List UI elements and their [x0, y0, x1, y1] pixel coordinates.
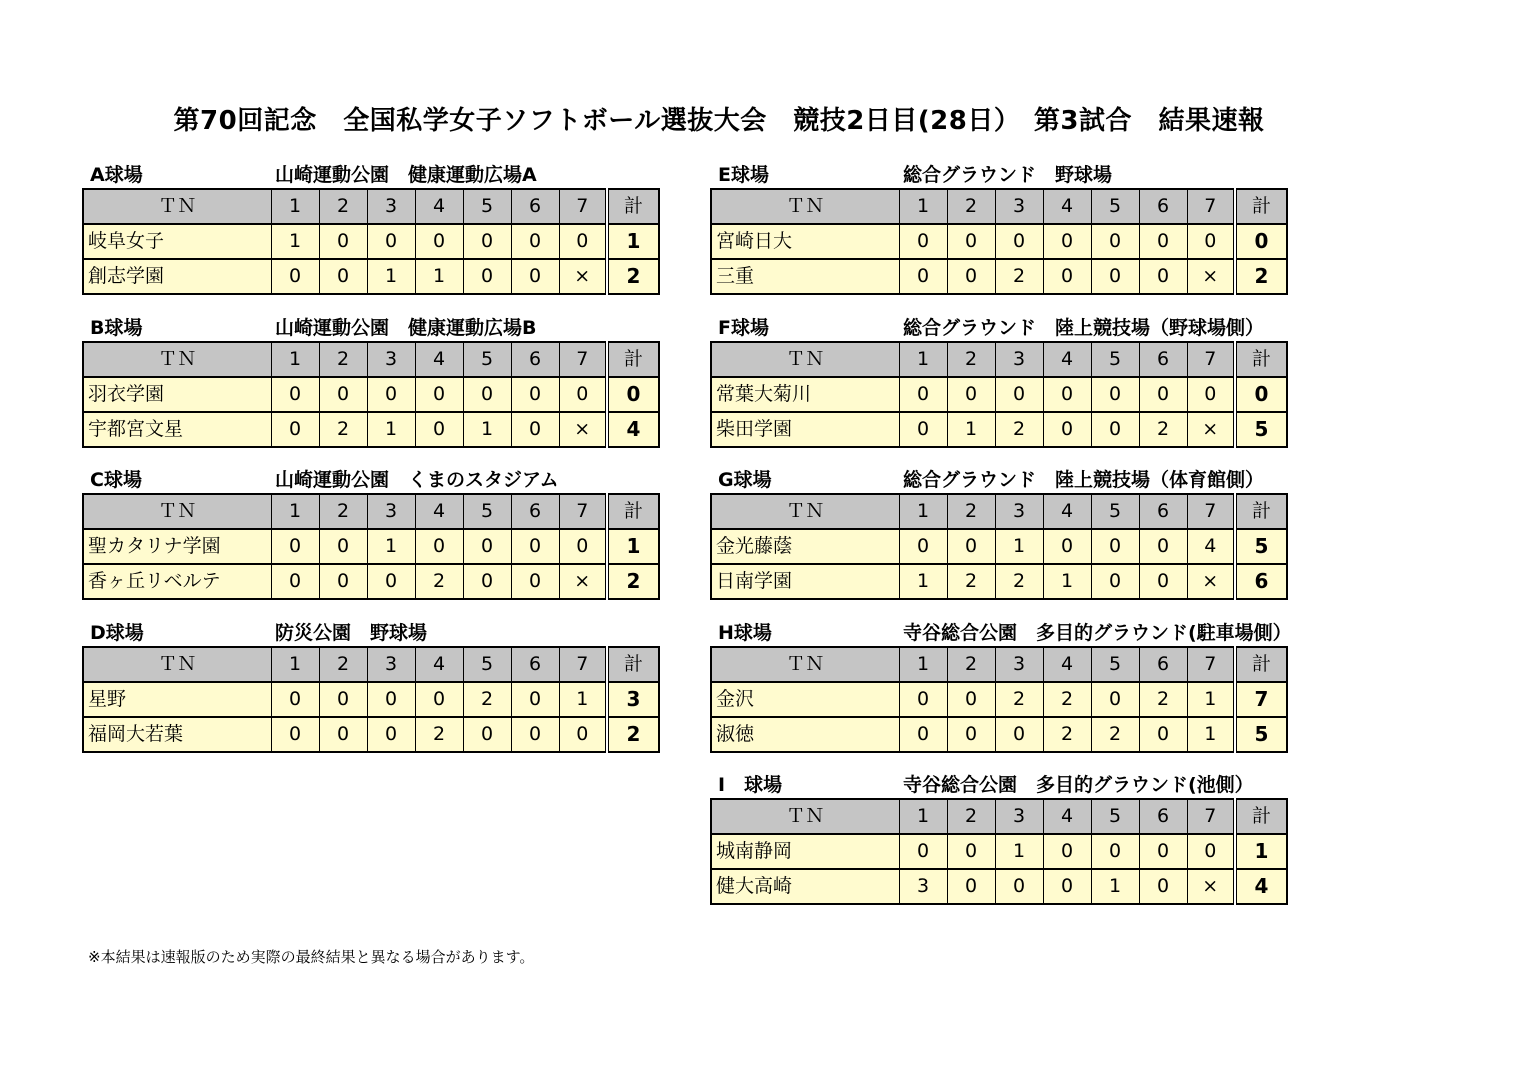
header-row: [83, 189, 659, 224]
header-row: [83, 494, 659, 529]
inning-score: 0: [1139, 717, 1187, 752]
inning-header: 5: [1091, 494, 1139, 529]
inning-header: 2: [947, 342, 995, 377]
inning-score: 1: [995, 529, 1043, 564]
inning-score: 1: [995, 834, 1043, 869]
team-row: [711, 377, 1287, 412]
inning-header: 1: [271, 342, 319, 377]
inning-header: 1: [271, 189, 319, 224]
venue-name: 防災公園 野球場: [275, 622, 428, 644]
inning-score: 0: [1091, 564, 1139, 599]
inning-header: 1: [271, 647, 319, 682]
header-row: [711, 799, 1287, 834]
total-score: 7: [1235, 682, 1287, 717]
inning-score: 0: [947, 224, 995, 259]
inning-score: 0: [995, 869, 1043, 904]
inning-score: 2: [995, 259, 1043, 294]
inning-score: 0: [319, 717, 367, 752]
inning-header: 7: [559, 647, 607, 682]
team-name: 金光藤蔭: [711, 529, 899, 564]
inning-header: 1: [899, 494, 947, 529]
inning-score: 0: [559, 529, 607, 564]
inning-score: ×: [1187, 259, 1235, 294]
inning-header: 5: [1091, 799, 1139, 834]
inning-score: 0: [995, 717, 1043, 752]
team-name: 健大高崎: [711, 869, 899, 904]
inning-score: ×: [559, 564, 607, 599]
inning-header: 5: [463, 647, 511, 682]
inning-header: 1: [899, 799, 947, 834]
inning-header: 2: [947, 189, 995, 224]
inning-header: 7: [1187, 342, 1235, 377]
tn-header: ＴＮ: [711, 342, 899, 377]
inning-score: 0: [271, 682, 319, 717]
total-score: 5: [1235, 412, 1287, 447]
inning-score: 0: [367, 564, 415, 599]
inning-header: 3: [995, 647, 1043, 682]
inning-score: 1: [1187, 682, 1235, 717]
inning-header: 1: [899, 189, 947, 224]
team-row: [711, 717, 1287, 752]
score-table: [710, 646, 1288, 753]
disclaimer-note: ※本結果は速報版のため実際の最終結果と異なる場合があります。: [88, 948, 535, 966]
score-table: [710, 188, 1288, 295]
team-row: [83, 224, 659, 259]
inning-score: 0: [511, 224, 559, 259]
inning-score: 0: [1139, 259, 1187, 294]
field-name: D球場: [90, 622, 144, 644]
team-name: 日南学園: [711, 564, 899, 599]
inning-score: 4: [1187, 529, 1235, 564]
inning-score: 0: [319, 529, 367, 564]
header-row: [83, 647, 659, 682]
inning-score: 0: [319, 682, 367, 717]
inning-header: 1: [271, 494, 319, 529]
total-score: 0: [1235, 224, 1287, 259]
inning-header: 6: [1139, 799, 1187, 834]
inning-score: 0: [947, 869, 995, 904]
inning-score: 0: [947, 834, 995, 869]
score-table: [82, 493, 660, 600]
total-score: 4: [1235, 869, 1287, 904]
inning-score: 0: [1043, 834, 1091, 869]
inning-score: 0: [511, 412, 559, 447]
inning-score: 2: [463, 682, 511, 717]
inning-score: 1: [559, 682, 607, 717]
inning-score: 1: [367, 412, 415, 447]
inning-score: 0: [1043, 869, 1091, 904]
field-name: E球場: [718, 164, 769, 186]
inning-score: 0: [559, 717, 607, 752]
team-row: [711, 869, 1287, 904]
inning-score: 0: [415, 412, 463, 447]
inning-header: 2: [947, 494, 995, 529]
venue-name: 寺谷総合公園 多目的グラウンド(駐車場側）: [903, 622, 1292, 644]
header-row: [711, 494, 1287, 529]
inning-score: 0: [511, 717, 559, 752]
total-header: 計: [607, 494, 659, 529]
inning-score: 0: [1139, 224, 1187, 259]
venue-name: 総合グラウンド 野球場: [903, 164, 1113, 186]
inning-header: 7: [1187, 647, 1235, 682]
inning-header: 6: [511, 494, 559, 529]
inning-header: 5: [1091, 189, 1139, 224]
inning-score: 2: [1091, 717, 1139, 752]
total-header: 計: [1235, 494, 1287, 529]
inning-score: 0: [271, 564, 319, 599]
inning-score: 0: [947, 259, 995, 294]
inning-score: 2: [1139, 682, 1187, 717]
inning-score: 0: [947, 377, 995, 412]
inning-header: 1: [899, 342, 947, 377]
field-name: F球場: [718, 317, 769, 339]
inning-score: 0: [271, 412, 319, 447]
inning-score: 0: [1139, 869, 1187, 904]
inning-score: 2: [995, 564, 1043, 599]
inning-score: ×: [1187, 869, 1235, 904]
inning-score: 0: [511, 377, 559, 412]
inning-score: 0: [899, 682, 947, 717]
team-row: [83, 564, 659, 599]
inning-score: 0: [899, 717, 947, 752]
inning-score: 1: [899, 564, 947, 599]
venue-name: 山崎運動公園 くまのスタジアム: [275, 469, 559, 491]
inning-header: 4: [415, 189, 463, 224]
inning-score: 0: [271, 259, 319, 294]
total-score: 6: [1235, 564, 1287, 599]
inning-header: 3: [995, 189, 1043, 224]
team-row: [83, 259, 659, 294]
venue-name: 総合グラウンド 陸上競技場（体育館側）: [903, 469, 1265, 491]
inning-header: 4: [1043, 494, 1091, 529]
inning-header: 4: [1043, 342, 1091, 377]
inning-header: 5: [463, 342, 511, 377]
inning-score: 0: [1091, 834, 1139, 869]
inning-header: 6: [511, 189, 559, 224]
inning-score: 0: [463, 259, 511, 294]
inning-header: 2: [319, 494, 367, 529]
team-row: [83, 529, 659, 564]
inning-score: 0: [271, 377, 319, 412]
inning-header: 6: [1139, 494, 1187, 529]
inning-score: 3: [899, 869, 947, 904]
score-table: [710, 798, 1288, 905]
inning-score: 0: [1139, 377, 1187, 412]
inning-score: 0: [1043, 377, 1091, 412]
total-header: 計: [1235, 799, 1287, 834]
team-row: [711, 529, 1287, 564]
total-score: 0: [607, 377, 659, 412]
tn-header: ＴＮ: [711, 799, 899, 834]
inning-header: 4: [1043, 799, 1091, 834]
inning-score: 0: [899, 834, 947, 869]
page-title: 第70回記念 全国私学女子ソフトボール選抜大会 競技2日目(28日） 第3試合 結果速報: [173, 106, 1265, 136]
inning-header: 5: [463, 494, 511, 529]
inning-score: 0: [899, 259, 947, 294]
inning-score: 1: [947, 412, 995, 447]
team-name: 聖カタリナ学園: [83, 529, 271, 564]
inning-score: 0: [367, 377, 415, 412]
inning-score: 0: [463, 224, 511, 259]
total-header: 計: [607, 647, 659, 682]
inning-score: ×: [559, 412, 607, 447]
inning-score: 0: [1091, 529, 1139, 564]
inning-score: 0: [899, 377, 947, 412]
inning-score: 0: [415, 377, 463, 412]
inning-header: 4: [1043, 647, 1091, 682]
inning-header: 2: [947, 799, 995, 834]
inning-header: 7: [1187, 189, 1235, 224]
field-name: I 球場: [718, 774, 783, 796]
inning-score: 0: [367, 682, 415, 717]
field-name: A球場: [90, 164, 143, 186]
inning-score: 1: [367, 529, 415, 564]
team-row: [711, 834, 1287, 869]
inning-score: 2: [415, 717, 463, 752]
team-name: 岐阜女子: [83, 224, 271, 259]
inning-score: 0: [319, 259, 367, 294]
inning-score: 0: [995, 224, 1043, 259]
field-name: H球場: [718, 622, 772, 644]
inning-header: 6: [1139, 342, 1187, 377]
inning-header: 7: [559, 494, 607, 529]
inning-score: 1: [415, 259, 463, 294]
inning-score: 2: [995, 412, 1043, 447]
inning-header: 6: [1139, 189, 1187, 224]
inning-score: 0: [511, 564, 559, 599]
inning-score: 0: [463, 717, 511, 752]
total-score: 2: [607, 717, 659, 752]
inning-score: 0: [1091, 682, 1139, 717]
inning-header: 3: [367, 189, 415, 224]
inning-score: 2: [319, 412, 367, 447]
inning-score: 0: [1043, 529, 1091, 564]
inning-header: 7: [1187, 494, 1235, 529]
inning-score: 0: [319, 224, 367, 259]
inning-header: 7: [1187, 799, 1235, 834]
team-name: 香ヶ丘リベルテ: [83, 564, 271, 599]
inning-score: ×: [1187, 564, 1235, 599]
total-score: 2: [1235, 259, 1287, 294]
total-score: 2: [607, 564, 659, 599]
team-row: [83, 377, 659, 412]
inning-score: 0: [511, 529, 559, 564]
inning-score: 0: [415, 529, 463, 564]
inning-header: 4: [415, 647, 463, 682]
inning-score: 1: [271, 224, 319, 259]
inning-score: 0: [559, 377, 607, 412]
inning-score: 0: [1139, 564, 1187, 599]
venue-name: 総合グラウンド 陸上競技場（野球場側）: [903, 317, 1265, 339]
inning-header: 2: [319, 189, 367, 224]
venue-name: 寺谷総合公園 多目的グラウンド(池側）: [903, 774, 1254, 796]
team-name: 福岡大若葉: [83, 717, 271, 752]
inning-header: 6: [1139, 647, 1187, 682]
total-header: 計: [607, 189, 659, 224]
inning-header: 2: [319, 647, 367, 682]
field-name: B球場: [90, 317, 143, 339]
total-score: 0: [1235, 377, 1287, 412]
inning-score: 0: [899, 529, 947, 564]
team-name: 淑徳: [711, 717, 899, 752]
inning-score: 0: [947, 529, 995, 564]
inning-header: 2: [319, 342, 367, 377]
inning-score: 0: [415, 224, 463, 259]
inning-score: 0: [1091, 412, 1139, 447]
inning-score: 0: [1043, 224, 1091, 259]
inning-score: 0: [367, 224, 415, 259]
tn-header: ＴＮ: [711, 647, 899, 682]
team-row: [711, 564, 1287, 599]
team-name: 創志学園: [83, 259, 271, 294]
inning-score: 0: [1043, 259, 1091, 294]
team-row: [711, 412, 1287, 447]
header-row: [83, 342, 659, 377]
field-name: G球場: [718, 469, 772, 491]
inning-score: 0: [319, 564, 367, 599]
team-row: [83, 412, 659, 447]
score-table: [710, 341, 1288, 448]
total-score: 2: [607, 259, 659, 294]
total-score: 5: [1235, 529, 1287, 564]
inning-header: 3: [995, 799, 1043, 834]
inning-score: 0: [463, 564, 511, 599]
tn-header: ＴＮ: [711, 494, 899, 529]
team-name: 三重: [711, 259, 899, 294]
team-name: 宮崎日大: [711, 224, 899, 259]
field-name: C球場: [90, 469, 142, 491]
inning-score: 0: [1187, 834, 1235, 869]
inning-score: 0: [1091, 259, 1139, 294]
inning-score: 0: [899, 224, 947, 259]
inning-score: 0: [947, 682, 995, 717]
tn-header: ＴＮ: [83, 189, 271, 224]
inning-score: ×: [1187, 412, 1235, 447]
team-row: [711, 682, 1287, 717]
header-row: [711, 647, 1287, 682]
total-score: 1: [607, 529, 659, 564]
inning-header: 3: [367, 494, 415, 529]
team-name: 星野: [83, 682, 271, 717]
inning-header: 6: [511, 342, 559, 377]
inning-score: 2: [1139, 412, 1187, 447]
inning-score: 0: [995, 377, 1043, 412]
inning-header: 3: [367, 342, 415, 377]
team-name: 宇都宮文星: [83, 412, 271, 447]
inning-score: 0: [559, 224, 607, 259]
team-name: 柴田学園: [711, 412, 899, 447]
total-header: 計: [607, 342, 659, 377]
team-row: [83, 682, 659, 717]
team-name: 羽衣学園: [83, 377, 271, 412]
total-score: 3: [607, 682, 659, 717]
inning-score: 0: [319, 377, 367, 412]
inning-score: 0: [463, 377, 511, 412]
total-header: 計: [1235, 342, 1287, 377]
total-score: 1: [1235, 834, 1287, 869]
inning-score: 2: [1043, 717, 1091, 752]
team-row: [83, 717, 659, 752]
inning-score: 0: [511, 682, 559, 717]
total-header: 計: [1235, 647, 1287, 682]
inning-score: 0: [1139, 834, 1187, 869]
inning-score: 1: [1043, 564, 1091, 599]
score-table: [82, 188, 660, 295]
inning-score: 0: [899, 412, 947, 447]
inning-header: 7: [559, 342, 607, 377]
inning-header: 5: [1091, 647, 1139, 682]
inning-score: 0: [1043, 412, 1091, 447]
score-table: [82, 341, 660, 448]
inning-score: 0: [511, 259, 559, 294]
inning-score: 0: [1187, 377, 1235, 412]
inning-score: 0: [1091, 377, 1139, 412]
inning-score: 0: [271, 529, 319, 564]
header-row: [711, 342, 1287, 377]
tn-header: ＴＮ: [711, 189, 899, 224]
team-name: 城南静岡: [711, 834, 899, 869]
inning-score: 2: [947, 564, 995, 599]
inning-score: ×: [559, 259, 607, 294]
inning-score: 0: [463, 529, 511, 564]
tn-header: ＴＮ: [83, 647, 271, 682]
tn-header: ＴＮ: [83, 494, 271, 529]
inning-score: 1: [1091, 869, 1139, 904]
inning-header: 4: [1043, 189, 1091, 224]
inning-score: 1: [1187, 717, 1235, 752]
venue-name: 山崎運動公園 健康運動広場B: [275, 317, 537, 339]
inning-score: 0: [415, 682, 463, 717]
inning-header: 5: [463, 189, 511, 224]
inning-score: 0: [1139, 529, 1187, 564]
inning-score: 1: [463, 412, 511, 447]
inning-header: 7: [559, 189, 607, 224]
inning-header: 3: [995, 342, 1043, 377]
inning-header: 4: [415, 342, 463, 377]
team-name: 常葉大菊川: [711, 377, 899, 412]
inning-header: 3: [367, 647, 415, 682]
team-row: [711, 259, 1287, 294]
inning-score: 0: [1091, 224, 1139, 259]
total-score: 1: [607, 224, 659, 259]
inning-score: 0: [271, 717, 319, 752]
inning-score: 2: [1043, 682, 1091, 717]
inning-score: 0: [947, 717, 995, 752]
inning-score: 0: [1187, 224, 1235, 259]
total-score: 4: [607, 412, 659, 447]
tn-header: ＴＮ: [83, 342, 271, 377]
score-table: [82, 646, 660, 753]
inning-score: 0: [367, 717, 415, 752]
inning-header: 6: [511, 647, 559, 682]
venue-name: 山崎運動公園 健康運動広場A: [275, 164, 537, 186]
total-score: 5: [1235, 717, 1287, 752]
inning-score: 2: [995, 682, 1043, 717]
inning-score: 1: [367, 259, 415, 294]
team-row: [711, 224, 1287, 259]
score-table: [710, 493, 1288, 600]
team-name: 金沢: [711, 682, 899, 717]
inning-header: 5: [1091, 342, 1139, 377]
inning-header: 1: [899, 647, 947, 682]
inning-header: 4: [415, 494, 463, 529]
total-header: 計: [1235, 189, 1287, 224]
inning-header: 3: [995, 494, 1043, 529]
inning-score: 2: [415, 564, 463, 599]
header-row: [711, 189, 1287, 224]
inning-header: 2: [947, 647, 995, 682]
